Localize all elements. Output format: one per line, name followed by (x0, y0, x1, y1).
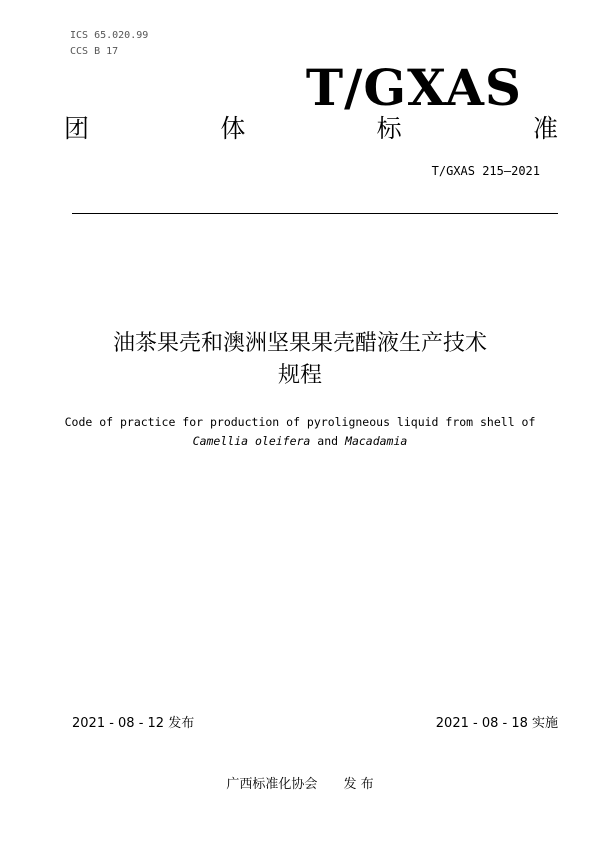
standard-type-heading (64, 112, 558, 146)
standard-type-char: 体 (220, 114, 246, 143)
ics-code: ICS 65.020.99 (70, 30, 149, 41)
standard-number: T/GXAS 215—2021 (431, 164, 540, 178)
issuer-action: 发 布 (343, 777, 374, 792)
issuer-name: 广西标准化协会 (226, 777, 318, 792)
implementation-date: 2021 - 08 - 18 实施 (435, 716, 558, 731)
standard-brand: T/GXAS (305, 58, 522, 117)
standard-type-char: 标 (376, 114, 402, 143)
chinese-title-line-2: 规程 (277, 363, 322, 388)
english-title (30, 413, 570, 451)
english-title-line-1: Code of practice for production of pyroligneous liquid from shell of (64, 415, 536, 429)
issue-date: 2021 - 08 - 12 发布 (72, 716, 195, 731)
ccs-code: CCS B 17 (70, 46, 119, 57)
chinese-title-line-1: 油茶果壳和澳洲坚果果壳醋液生产技术 (112, 331, 487, 356)
header-divider (72, 213, 558, 214)
standard-type-char: 团 (64, 114, 90, 143)
english-title-line-2 (30, 432, 570, 451)
issuer-line (0, 776, 600, 794)
classification-codes (70, 28, 148, 60)
species-name-camellia: Camellia oleifera (192, 434, 311, 448)
standard-type-char: 准 (532, 114, 558, 143)
english-title-and: and (317, 434, 339, 448)
species-name-macadamia: Macadamia (345, 434, 408, 448)
chinese-title (30, 328, 570, 392)
